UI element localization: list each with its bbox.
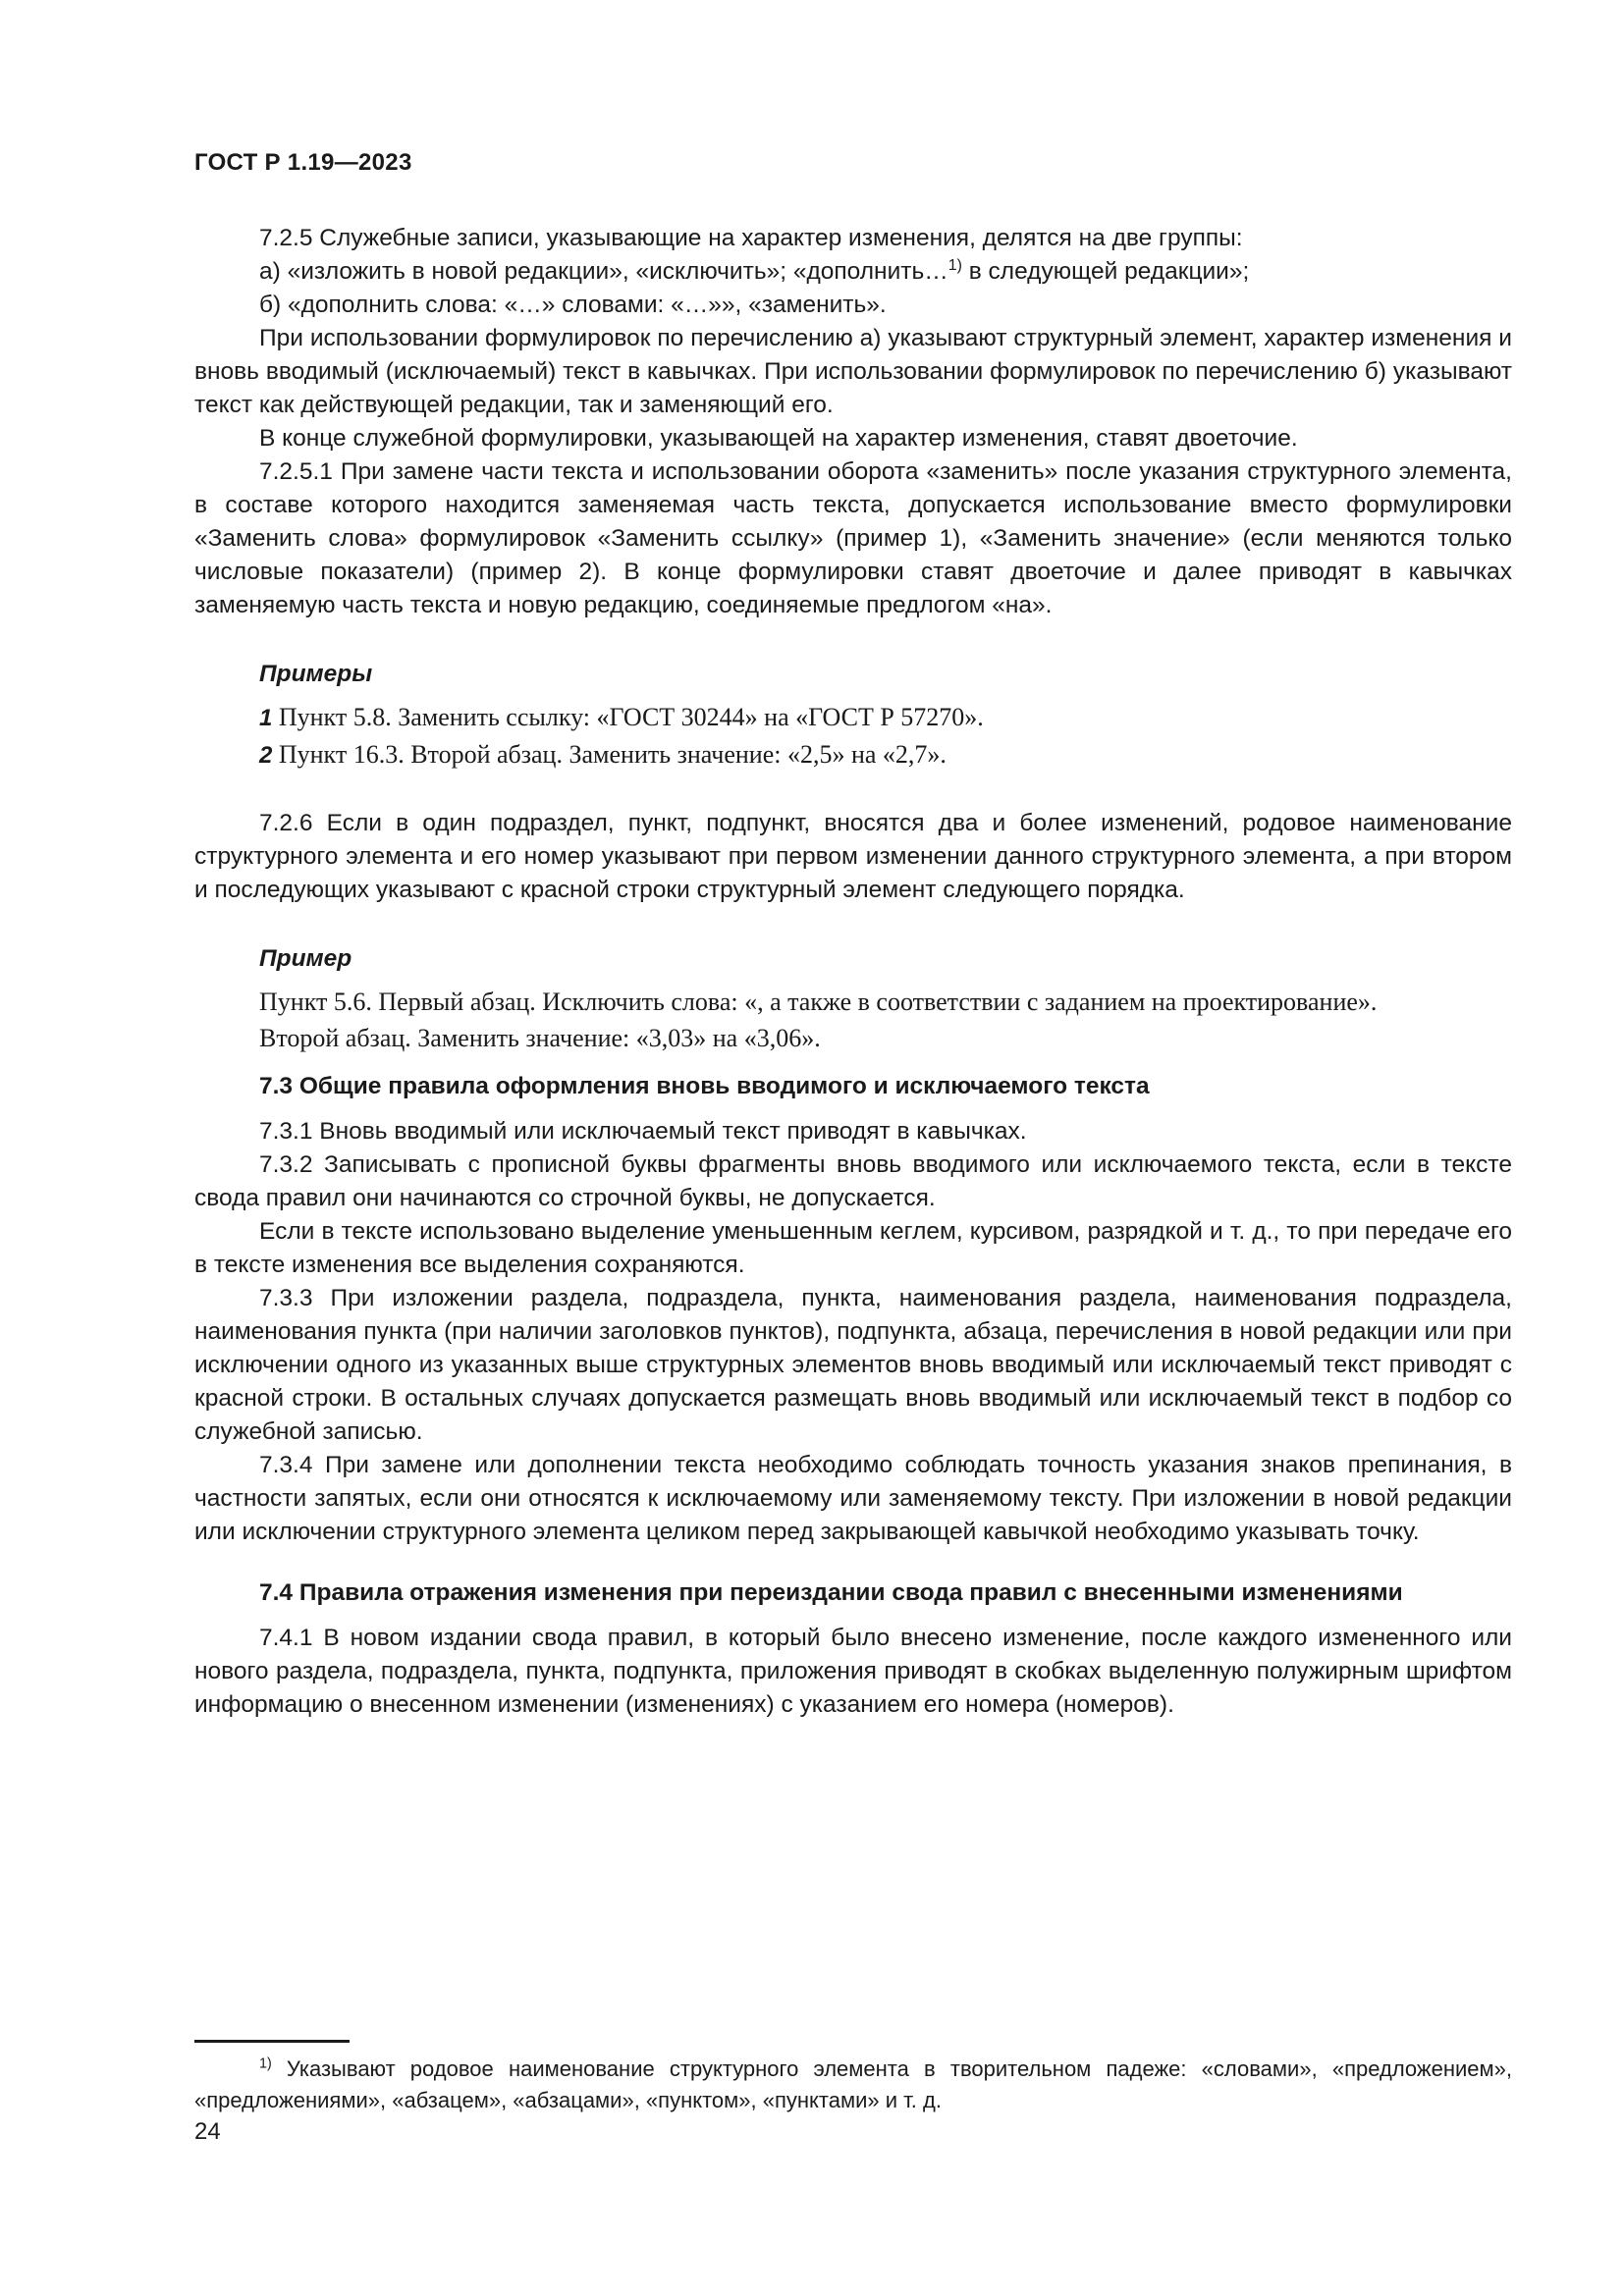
paragraph-7-2-5: 7.2.5 Служебные записи, указывающие на характер изменения, делятся на две группы: (259, 225, 1243, 251)
example-1 (194, 699, 1512, 736)
examples-heading: Примеры (259, 661, 373, 687)
page-number: 24 (194, 2118, 221, 2145)
footnote-marker: 1) (259, 2056, 272, 2072)
example-1-text: Пункт 5.8. Заменить ссылку: «ГОСТ 30244» на «ГОСТ Р 57270». (278, 703, 984, 731)
paragraph-usage: При использовании формулировок по перечислению а) указывают структурный элемент, характер изменения и вновь вводимый (исключаемый) текст в кавычках. При использовании формулировок по перечислению б) указывают текст как действующей редакции, так и заменяющий его. (194, 325, 1512, 418)
list-item-a-tail: в следующей редакции»; (961, 258, 1250, 285)
example-2 (194, 736, 1512, 774)
list-item-a-text: а) «изложить в новой редакции», «исключить»; «дополнить… (259, 258, 948, 285)
paragraph-colon: В конце служебной формулировки, указывающей на характер изменения, ставят двоеточие. (259, 425, 1298, 452)
paragraph-7-3-1: 7.3.1 Вновь вводимый или исключаемый текст приводят в кавычках. (259, 1118, 1027, 1145)
example-line-2: Второй абзац. Заменить значение: «3,03» на «3,06». (259, 1024, 821, 1052)
paragraph-7-3-3: 7.3.3 При изложении раздела, подраздела, пункта, наименования раздела, наименования подраздела, наименования пункта (при наличии заголовков пунктов), подпункта, абзаца, перечисления в новой редакции или при исключении одного из указанных выше структурных элементов вновь вводимый или исключаемый текст приводят с красной строки. В остальных случаях допускается размещать вновь вводимый или исключаемый текст в подбор со служебной записью. (194, 1285, 1512, 1445)
example-2-text: Пункт 16.3. Второй абзац. Заменить значение: «2,5» на «2,7». (278, 740, 947, 769)
paragraph-7-3-2-continued: Если в тексте использовано выделение уменьшенным кеглем, курсивом, разрядкой и т. д., то при передаче его в тексте изменения все выделения сохраняются. (194, 1218, 1512, 1278)
footnote-reference: 1) (947, 256, 962, 274)
paragraph-7-3-4: 7.3.4 При замене или дополнении текста необходимо соблюдать точность указания знаков препинания, в частности запятых, если они относятся к исключаемому или заменяемому тексту. При изложении в новой редакции или исключении структурного элемента целиком перед закрывающей кавычкой необходимо указывать точку. (194, 1452, 1512, 1545)
section-7-4-title: 7.4 Правила отражения изменения при переиздании свода правил с внесенными изменениями (259, 1579, 1403, 1606)
footnote-text: Указывают родовое наименование структурного элемента в творительном падеже: «словами», «предложением», «предложениями», «абзацем», «абзацами», «пунктом», «пунктами» и т. д. (194, 2056, 1512, 2112)
list-item-b: б) «дополнить слова: «…» словами: «…»», «заменить». (259, 292, 887, 318)
footnote (194, 2054, 1512, 2116)
paragraph-7-2-6: 7.2.6 Если в один подраздел, пункт, подпункт, вносятся два и более изменений, родовое наименование структурного элемента и его номер указывают при первом изменении данного структурного элемента, а при втором и последующих указывают с красной строки структурный элемент следующего порядка. (194, 810, 1512, 903)
example-heading: Пример (259, 945, 352, 972)
section-7-3-title: 7.3 Общие правила оформления вновь вводимого и исключаемого текста (259, 1073, 1150, 1099)
footnote-separator (194, 2040, 350, 2043)
paragraph-7-3-2: 7.3.2 Записывать с прописной буквы фрагменты вновь вводимого или исключаемого текста, если в тексте свода правил они начинаются со строчной буквы, не допускается. (194, 1151, 1512, 1211)
paragraph-7-4-1: 7.4.1 В новом издании свода правил, в который было внесено изменение, после каждого измененного или нового раздела, подраздела, пункта, подпункта, приложения приводят в скобках выделенную полужирным шрифтом информацию о внесенном изменении (изменениях) с указанием его номера (номеров). (194, 1625, 1512, 1718)
document-body (194, 222, 1512, 1722)
example-2-number: 2 (259, 742, 273, 769)
example-line-1: Пункт 5.6. Первый абзац. Исключить слова: «, а также в соответствии с заданием на проектирование». (259, 988, 1378, 1016)
document-code-header: ГОСТ Р 1.19—2023 (194, 149, 412, 176)
list-item-a (194, 255, 1512, 289)
example-1-number: 1 (259, 705, 273, 731)
paragraph-7-2-5-1: 7.2.5.1 При замене части текста и использовании оборота «заменить» после указания структурного элемента, в составе которого находится заменяемая часть текста, допускается использование вместо формулировки «Заменить слова» формулировок «Заменить ссылку» (пример 1), «Заменить значение» (если меняются только числовые показатели) (пример 2). В конце формулировки ставят двоеточие и далее приводят в кавычках заменяемую часть текста и новую редакцию, соединяемые предлогом «на». (194, 458, 1512, 618)
